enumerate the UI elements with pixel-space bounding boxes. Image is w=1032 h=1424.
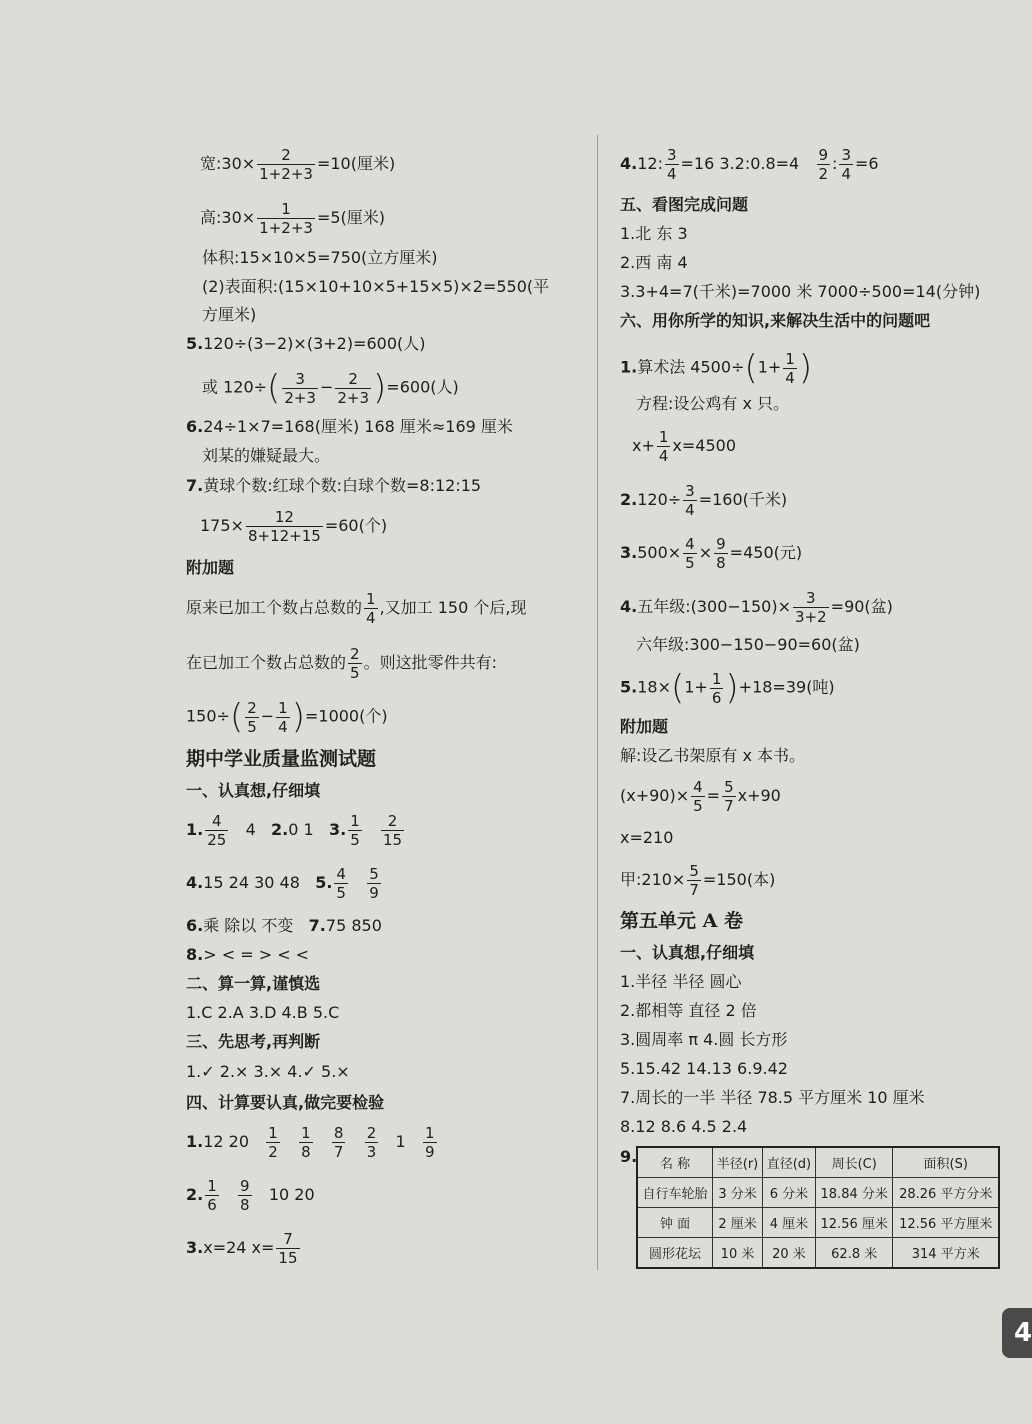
answer-line [200, 200, 385, 237]
table-header-cell: 面积(S) [893, 1147, 999, 1178]
text: =150(本) [702, 870, 776, 889]
question-number: 7. [186, 476, 204, 495]
text: =6 [854, 154, 879, 173]
text: x=4500 [672, 436, 737, 455]
denominator: 6 [207, 1196, 217, 1214]
answer-line: 1.北 东 3 [620, 224, 688, 243]
text: =600(人) [386, 377, 459, 397]
question-number: 1. [186, 820, 204, 839]
answer-line [620, 482, 787, 519]
text: − [319, 377, 334, 397]
text: =10(厘米) [316, 154, 396, 173]
numerator: 1 [366, 590, 376, 608]
question-number: 5. [186, 334, 204, 353]
fraction [276, 699, 290, 736]
text: 0 1 [288, 820, 314, 839]
table-header-cell: 半径(r) [713, 1147, 763, 1178]
denominator: 4 [666, 165, 677, 183]
answer-line: 2.都相等 直径 2 倍 [620, 1001, 757, 1020]
table-cell: 圆形花坛 [637, 1238, 713, 1269]
section-heading: 三、先思考,再判断 [186, 1032, 321, 1051]
answer-line [200, 508, 387, 545]
section-heading: 附加题 [186, 558, 235, 577]
fraction [332, 1124, 346, 1161]
fraction [367, 865, 381, 902]
answer-line: 方厘米) [202, 305, 257, 324]
answer-line: 1.✓ 2.× 3.× 4.✓ 5.× [186, 1062, 350, 1081]
question-number: 3. [328, 820, 347, 839]
numerator: 7 [283, 1230, 293, 1248]
exam-title: 期中学业质量监测试题 [186, 748, 377, 770]
page-number-tab: 4 [1002, 1308, 1032, 1358]
answer-line [186, 645, 497, 682]
table-cell: 12.56 平方厘米 [893, 1208, 999, 1238]
question-number: 5. [315, 873, 333, 892]
denominator: 9 [425, 1143, 435, 1161]
numerator: 1 [301, 1124, 311, 1142]
column-divider [597, 135, 598, 1270]
text: 黄球个数:红球个数:白球个数=8:12:15 [203, 476, 482, 495]
text: =90(盆) [830, 597, 893, 616]
denominator: 4 [658, 447, 669, 465]
text: 1+ [757, 357, 782, 377]
fraction [365, 1124, 379, 1161]
text: = [706, 786, 721, 805]
answer-line: 3.圆周率 π 4.圆 长方形 [620, 1030, 788, 1049]
fraction [714, 535, 728, 572]
text: × [698, 543, 713, 562]
denominator: 1+2+3 [259, 219, 313, 237]
denominator: 4 [785, 368, 795, 387]
answer-line: x=210 [620, 828, 674, 847]
text: 五年级:(300−150)× [637, 597, 791, 616]
denominator: 4 [841, 165, 851, 183]
section-heading: 五、看图完成问题 [620, 195, 749, 214]
answer-line: 1.半径 半径 圆心 [620, 972, 742, 991]
table-header-cell: 名 称 [637, 1147, 713, 1178]
numerator: 4 [685, 535, 695, 553]
denominator: 4 [366, 609, 376, 627]
paren: ( [744, 348, 758, 388]
unit-title: 第五单元 A 卷 [620, 910, 743, 932]
numerator: 1 [281, 200, 291, 218]
answer-line [202, 368, 459, 408]
fraction [257, 146, 315, 183]
paren: ) [291, 697, 305, 737]
text: : [832, 154, 838, 173]
fraction [665, 146, 679, 183]
numerator: 3 [666, 146, 677, 164]
fraction [722, 778, 736, 815]
answer-line [186, 697, 388, 737]
answer-line: 刘某的嫌疑最大。 [202, 446, 331, 465]
question-number: 3. [620, 543, 638, 562]
answer-line [632, 428, 736, 465]
denominator: 4 [278, 717, 288, 736]
answer-line [620, 668, 835, 708]
answer-line [200, 146, 395, 183]
numerator: 1 [425, 1124, 435, 1142]
question-number: 7. [308, 916, 326, 935]
answer-line [620, 862, 775, 899]
question-number: 5. [620, 677, 638, 697]
text: 在已加工个数占总数的 [186, 653, 347, 672]
fraction [257, 200, 315, 237]
table-cell: 钟 面 [637, 1208, 713, 1238]
fraction [817, 146, 831, 183]
numerator: 1 [207, 1177, 217, 1195]
denominator: 4 [685, 501, 695, 519]
fraction [205, 1177, 219, 1214]
fraction [238, 1177, 252, 1214]
table-cell: 62.8 米 [815, 1238, 893, 1269]
text: 或 120÷ [202, 377, 268, 397]
numerator: 4 [336, 865, 346, 883]
table-cell: 6 分米 [762, 1178, 815, 1208]
answer-line: (2)表面积:(15×10+10×5+15×5)×2=550(平 [202, 277, 550, 296]
text: 120÷ [637, 490, 682, 509]
text: 75 850 [325, 916, 382, 935]
table-cell: 28.26 平方分米 [893, 1178, 999, 1208]
text: 1+ [684, 677, 708, 697]
text: 宽:30× [200, 154, 256, 173]
denominator: 2 [268, 1143, 278, 1161]
fraction [683, 535, 697, 572]
answer-line [186, 590, 526, 627]
text: x+90 [737, 786, 781, 805]
denominator: 3 [366, 1143, 377, 1161]
fraction [793, 589, 829, 626]
denominator: 8 [716, 554, 726, 572]
numerator: 5 [724, 778, 734, 796]
numerator: 2 [348, 369, 358, 388]
numerator: 3 [806, 589, 816, 607]
numerator: 12 [274, 508, 294, 526]
text: 10 20 [268, 1185, 315, 1204]
answer-line: 5.15.42 14.13 6.9.42 [620, 1059, 788, 1078]
fraction [266, 1124, 280, 1161]
text: =60(个) [324, 516, 388, 535]
numerator: 1 [711, 669, 722, 688]
numerator: 1 [268, 1124, 278, 1142]
fraction [334, 865, 348, 902]
answer-line [186, 865, 383, 902]
numerator: 2 [281, 146, 291, 164]
text: =450(元) [729, 543, 803, 562]
question-number: 9. [620, 1147, 638, 1166]
text: > < = > < < [203, 945, 310, 964]
fraction [276, 1230, 299, 1267]
text: +18=39(吨) [738, 677, 835, 697]
fraction [683, 482, 697, 519]
answer-line: 8.12 8.6 4.5 2.4 [620, 1117, 748, 1136]
numerator: 2 [366, 1124, 377, 1142]
text: 算术法 4500÷ [637, 357, 745, 377]
answer-line: 体积:15×10×5=750(立方厘米) [202, 248, 438, 267]
denominator: 8 [240, 1196, 250, 1214]
question-number: 1. [620, 357, 638, 377]
text: x+ [632, 436, 655, 455]
fraction [205, 812, 228, 849]
table-header-cell: 周长(C) [815, 1147, 893, 1178]
numerator: 3 [685, 482, 695, 500]
numerator: 1 [785, 349, 795, 368]
text: x=24 x= [203, 1238, 275, 1257]
denominator: 9 [369, 884, 379, 902]
paren: ( [229, 697, 244, 737]
numerator: 9 [716, 535, 726, 553]
answer-line [186, 1177, 315, 1214]
section-heading: 附加题 [620, 717, 669, 736]
denominator: 8+12+15 [247, 527, 321, 545]
answer-line [186, 475, 481, 497]
fraction [423, 1124, 437, 1161]
fraction [245, 699, 259, 736]
fraction [657, 428, 671, 465]
table-row [637, 1208, 999, 1238]
text: 18× [637, 677, 671, 697]
numerator: 9 [240, 1177, 250, 1195]
answer-line: 1.C 2.A 3.D 4.B 5.C [186, 1003, 340, 1022]
text: =160(千米) [698, 490, 788, 509]
paren: ) [373, 368, 387, 408]
question-number: 6. [186, 916, 204, 935]
question-number: 8. [186, 945, 204, 964]
denominator: 7 [333, 1143, 344, 1161]
denominator: 7 [724, 797, 734, 815]
answer-line: 3.3+4=7(千米)=7000 米 7000÷500=14(分钟) [620, 282, 981, 301]
text: 1 [395, 1132, 406, 1151]
denominator: 3+2 [795, 608, 827, 626]
fraction [364, 590, 378, 627]
answer-line [186, 915, 382, 937]
table-cell: 自行车轮胎 [637, 1178, 713, 1208]
text: 175× [200, 516, 244, 535]
answer-line [186, 1124, 439, 1161]
numerator: 4 [693, 778, 703, 796]
text: − [260, 706, 275, 726]
question-number: 2. [186, 1185, 204, 1204]
table-header-cell: 直径(d) [762, 1147, 815, 1178]
question-number: 6. [186, 417, 204, 436]
table-header-row [637, 1147, 999, 1178]
question-number: 1. [186, 1132, 204, 1151]
denominator: 15 [278, 1249, 298, 1267]
text: 150÷ [186, 706, 230, 726]
text: 高:30× [200, 208, 256, 227]
text: =5(厘米) [316, 208, 386, 227]
answer-line: 六年级:300−150−90=60(盆) [636, 635, 860, 654]
question-number: 2. [271, 820, 289, 839]
answer-line [186, 812, 406, 849]
table-row [637, 1238, 999, 1269]
denominator: 5 [350, 831, 360, 849]
answer-line [186, 1230, 302, 1267]
table-row [637, 1178, 999, 1208]
text: 120÷(3−2)×(3+2)=600(人) [203, 334, 426, 353]
text: 12: [637, 154, 663, 173]
denominator: 5 [350, 664, 360, 682]
table-cell: 2 厘米 [713, 1208, 763, 1238]
text: 500× [637, 543, 682, 562]
text: 甲:210× [620, 870, 686, 889]
question-number: 3. [186, 1238, 204, 1257]
fraction [691, 778, 705, 815]
table-cell: 12.56 厘米 [815, 1208, 893, 1238]
denominator: 25 [207, 831, 227, 849]
table-cell: 10 米 [713, 1238, 763, 1269]
text: 24÷1×7=168(厘米) 168 厘米≈169 厘米 [203, 417, 513, 436]
text: 4 [245, 820, 256, 839]
question-number: 4. [186, 873, 204, 892]
answer-line [186, 416, 513, 438]
numerator: 8 [333, 1124, 344, 1142]
answer-line [620, 778, 781, 815]
section-heading: 六、用你所学的知识,来解决生活中的问题吧 [620, 311, 931, 330]
denominator: 6 [711, 688, 722, 707]
fraction [710, 670, 724, 707]
text: 原来已加工个数占总数的 [186, 598, 363, 617]
section-heading: 一、认真想,仔细填 [186, 781, 321, 800]
numerator: 5 [369, 865, 379, 883]
table-cell: 314 平方米 [893, 1238, 999, 1269]
fraction [348, 812, 362, 849]
numerator: 1 [658, 428, 669, 446]
answer-line [620, 589, 893, 626]
denominator: 2+3 [337, 388, 370, 407]
answer-line [620, 535, 802, 572]
paren: ) [725, 668, 739, 708]
fraction [282, 370, 318, 407]
numerator: 5 [689, 862, 699, 880]
section-heading: 一、认真想,仔细填 [620, 943, 755, 962]
numerator: 2 [350, 645, 360, 663]
numerator: 1 [278, 698, 288, 717]
table-cell: 3 分米 [713, 1178, 763, 1208]
circle-table [636, 1146, 1000, 1269]
answer-line: 方程:设公鸡有 x 只。 [636, 394, 790, 413]
answer-line: 2.西 南 4 [620, 253, 688, 272]
text: ,又加工 150 个后,现 [379, 598, 527, 617]
fraction [687, 862, 701, 899]
fraction [348, 645, 362, 682]
fraction [381, 812, 404, 849]
denominator: 2+3 [284, 388, 316, 407]
table-cell: 4 厘米 [762, 1208, 815, 1238]
section-heading: 四、计算要认真,做完要检验 [186, 1093, 385, 1112]
numerator: 9 [818, 146, 829, 164]
numerator: 2 [247, 698, 257, 717]
denominator: 7 [689, 881, 699, 899]
text: 15 24 30 48 [203, 873, 300, 892]
paren: ( [267, 368, 281, 408]
numerator: 3 [295, 369, 305, 388]
answer-line [620, 348, 812, 388]
answer-line [620, 146, 879, 183]
denominator: 5 [247, 717, 257, 736]
text: =16 3.2:0.8=4 [680, 154, 800, 173]
text: 。则这批零件共有: [363, 653, 497, 672]
numerator: 1 [350, 812, 360, 830]
question-number: 4. [620, 154, 638, 173]
answer-line: 7.周长的一半 半径 78.5 平方厘米 10 厘米 [620, 1088, 925, 1107]
table-cell: 20 米 [762, 1238, 815, 1269]
denominator: 5 [693, 797, 703, 815]
answer-line: 解:设乙书架原有 x 本书。 [620, 746, 806, 765]
fraction [246, 508, 323, 545]
denominator: 2 [818, 165, 829, 183]
denominator: 5 [685, 554, 695, 572]
question-number: 4. [620, 597, 638, 616]
text: 12 20 [203, 1132, 250, 1151]
fraction [299, 1124, 313, 1161]
section-heading: 二、算一算,谨慎选 [186, 974, 321, 993]
fraction [783, 350, 797, 387]
denominator: 15 [383, 831, 403, 849]
numerator: 4 [211, 812, 222, 830]
paren: ( [670, 668, 685, 708]
numerator: 3 [841, 146, 851, 164]
answer-line [186, 333, 426, 355]
table-cell: 18.84 分米 [815, 1178, 893, 1208]
denominator: 8 [301, 1143, 311, 1161]
denominator: 1+2+3 [259, 165, 313, 183]
text: =1000(个) [304, 706, 388, 726]
numerator: 2 [387, 812, 398, 830]
text: (x+90)× [620, 786, 690, 805]
paren: ) [798, 348, 813, 388]
fraction [335, 370, 371, 407]
text: 乘 除以 不变 [203, 916, 294, 935]
question-number: 2. [620, 490, 638, 509]
denominator: 5 [336, 884, 346, 902]
answer-line [186, 944, 309, 966]
fraction [839, 146, 853, 183]
